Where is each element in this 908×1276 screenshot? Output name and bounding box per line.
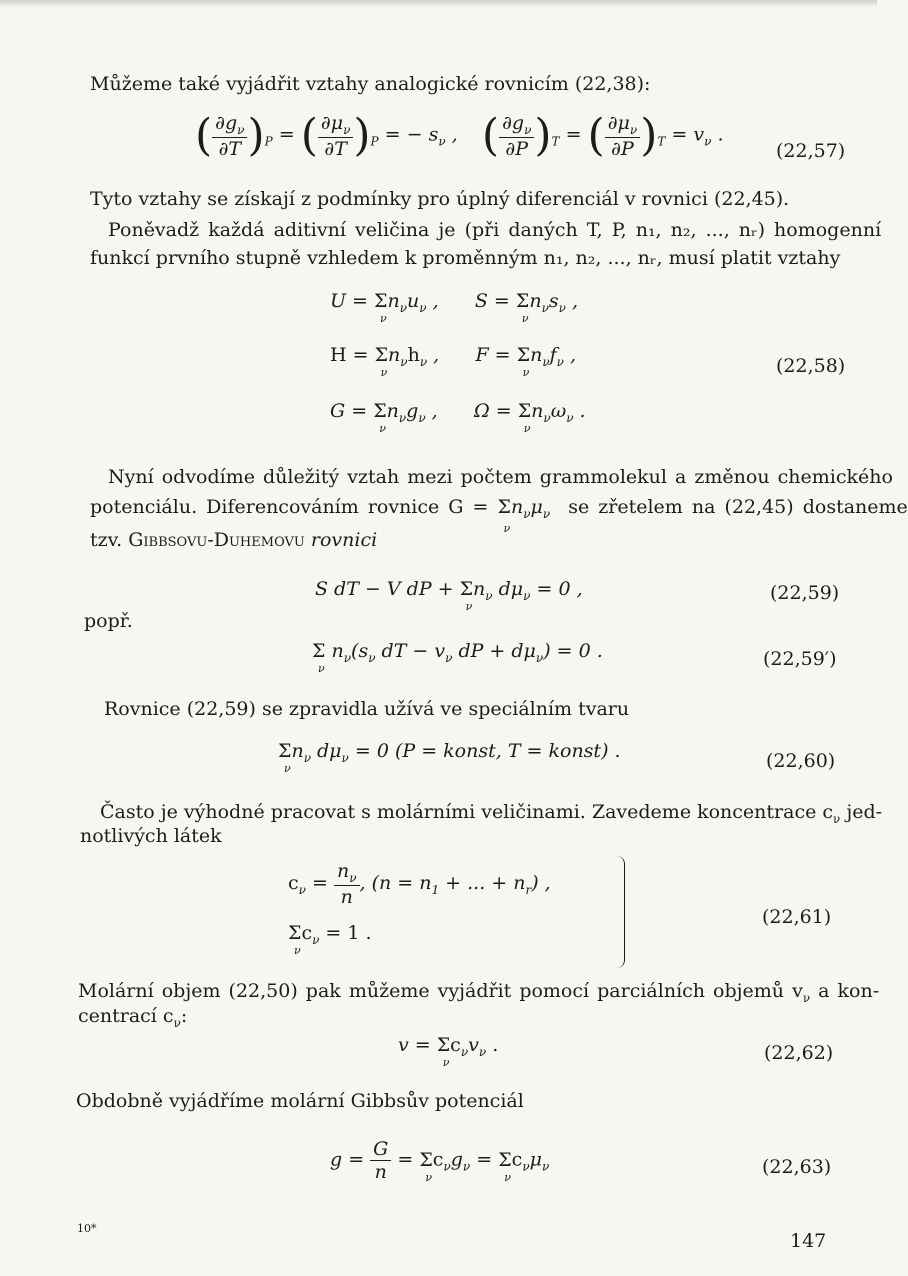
paragraph-derive-line3: tzv. Gibbsovu-Duhemovu rovnici	[90, 529, 378, 551]
paragraph-molar-line1: Často je výhodné pracovat s molárními veličinami. Zavedeme koncentrace $c_\nu$ jed-	[100, 801, 883, 826]
page-number: 147	[790, 1230, 827, 1252]
label-popr: popř.	[84, 610, 133, 632]
equation-22-61-line2: Σ ν $c_\nu = 1$ .	[288, 922, 372, 957]
equation-22-58-line1: U = Σ ν $n_\nu u_\nu$ , S = Σ ν $n_\nu s_\nu$ ,	[330, 290, 579, 325]
equation-22-63: g = $\frac{G}{n}$ = Σ ν $c_\nu g_\nu = \Sigma$ ν $c_\nu\mu_\nu$	[330, 1138, 550, 1184]
equation-number-22-57: (22,57)	[776, 140, 846, 162]
paragraph-volume-line2: centrací $c_\nu$:	[78, 1005, 188, 1030]
paragraph-gibbs: Obdobně vyjádříme molární Gibbsův potenciál	[76, 1090, 524, 1112]
equation-number-22-59: (22,59)	[770, 582, 840, 604]
equation-22-59-prime: Σ ν $n_\nu(s_\nu$ dT − $v_\nu$ dP + $d\mu_\nu) = 0$ .	[312, 640, 603, 675]
paragraph-additive-line2: funkcí prvního stupně vzhledem k proměnným n₁, n₂, ..., nᵣ, musí platit vztahy	[90, 247, 841, 269]
scan-edge	[0, 0, 877, 7]
paragraph-volume-line1: Molární objem (22,50) pak můžeme vyjádřit pomocí parciálních objemů $v_\nu$ a kon-	[78, 980, 880, 1005]
equation-22-61-line1: $c_\nu$ = $\frac{n_\nu}{n}$ , ($n = n_1$ + ... + $n_r$) ,	[288, 860, 551, 908]
equation-number-22-61: (22,61)	[762, 906, 832, 928]
equation-22-62: v = Σ ν $c_\nu v_\nu$ .	[398, 1034, 499, 1069]
equation-22-58-line2: H = Σ ν $n_\nu h_\nu$ , F = Σ ν $n_\nu f_\nu$ ,	[330, 344, 577, 379]
equation-number-22-58: (22,58)	[776, 355, 846, 377]
equation-22-59: S dT − V dP + Σ ν $n_\nu$ $d\mu_\nu = 0$ ,	[315, 578, 583, 613]
equation-brace	[612, 856, 625, 968]
signature-mark: 10*	[77, 1222, 97, 1235]
paragraph-additive-line1: Poněvadž každá aditivní veličina je (při daných T, P, n₁, n₂, ..., nᵣ) homogenní	[108, 219, 882, 241]
paragraph-differential: Tyto vztahy se získají z podmínky pro úplný diferenciál v rovnici (22,45).	[90, 188, 790, 210]
equation-22-60: Σ ν $n_\nu$ $d\mu_\nu = 0$ (P = konst, T = konst) .	[278, 740, 621, 775]
equation-number-22-63: (22,63)	[762, 1156, 832, 1178]
equation-22-58-line3: G = Σ ν $n_\nu g_\nu$ , Ω = Σ ν $n_\nu\omega_\nu$ .	[330, 400, 586, 435]
equation-number-22-59-prime: (22,59′)	[763, 648, 837, 670]
paragraph-derive-line2: potenciálu. Diferencováním rovnice G = Σ ν $n_\nu\mu_\nu$ se zřetelem na (22,45) dostaneme	[90, 496, 908, 535]
paragraph-intro: Můžeme také vyjádřit vztahy analogické rovnicím (22,38):	[90, 73, 651, 95]
equation-number-22-60: (22,60)	[766, 750, 836, 772]
equation-number-22-62: (22,62)	[764, 1042, 834, 1064]
paragraph-derive-line1: Nyní odvodíme důležitý vztah mezi počtem grammolekul a změnou chemického	[108, 466, 893, 488]
paragraph-molar-line2: notlivých látek	[80, 825, 222, 847]
equation-22-57: ( $\frac{\partial g_\nu}{\partial T}$ )$_P$ = ( $\frac{\partial\mu_\nu}{\partial T}$ )$_P$ = − $s_\nu$ , ( $\frac{\partial g_\nu}{\partial P}$ )$_T$ = ( $\frac{\partial\mu_\nu}{\partial P}$ )$_T = v_\nu$ .	[195, 110, 724, 161]
paragraph-special-form: Rovnice (22,59) se zpravidla užívá ve speciálním tvaru	[104, 698, 630, 720]
